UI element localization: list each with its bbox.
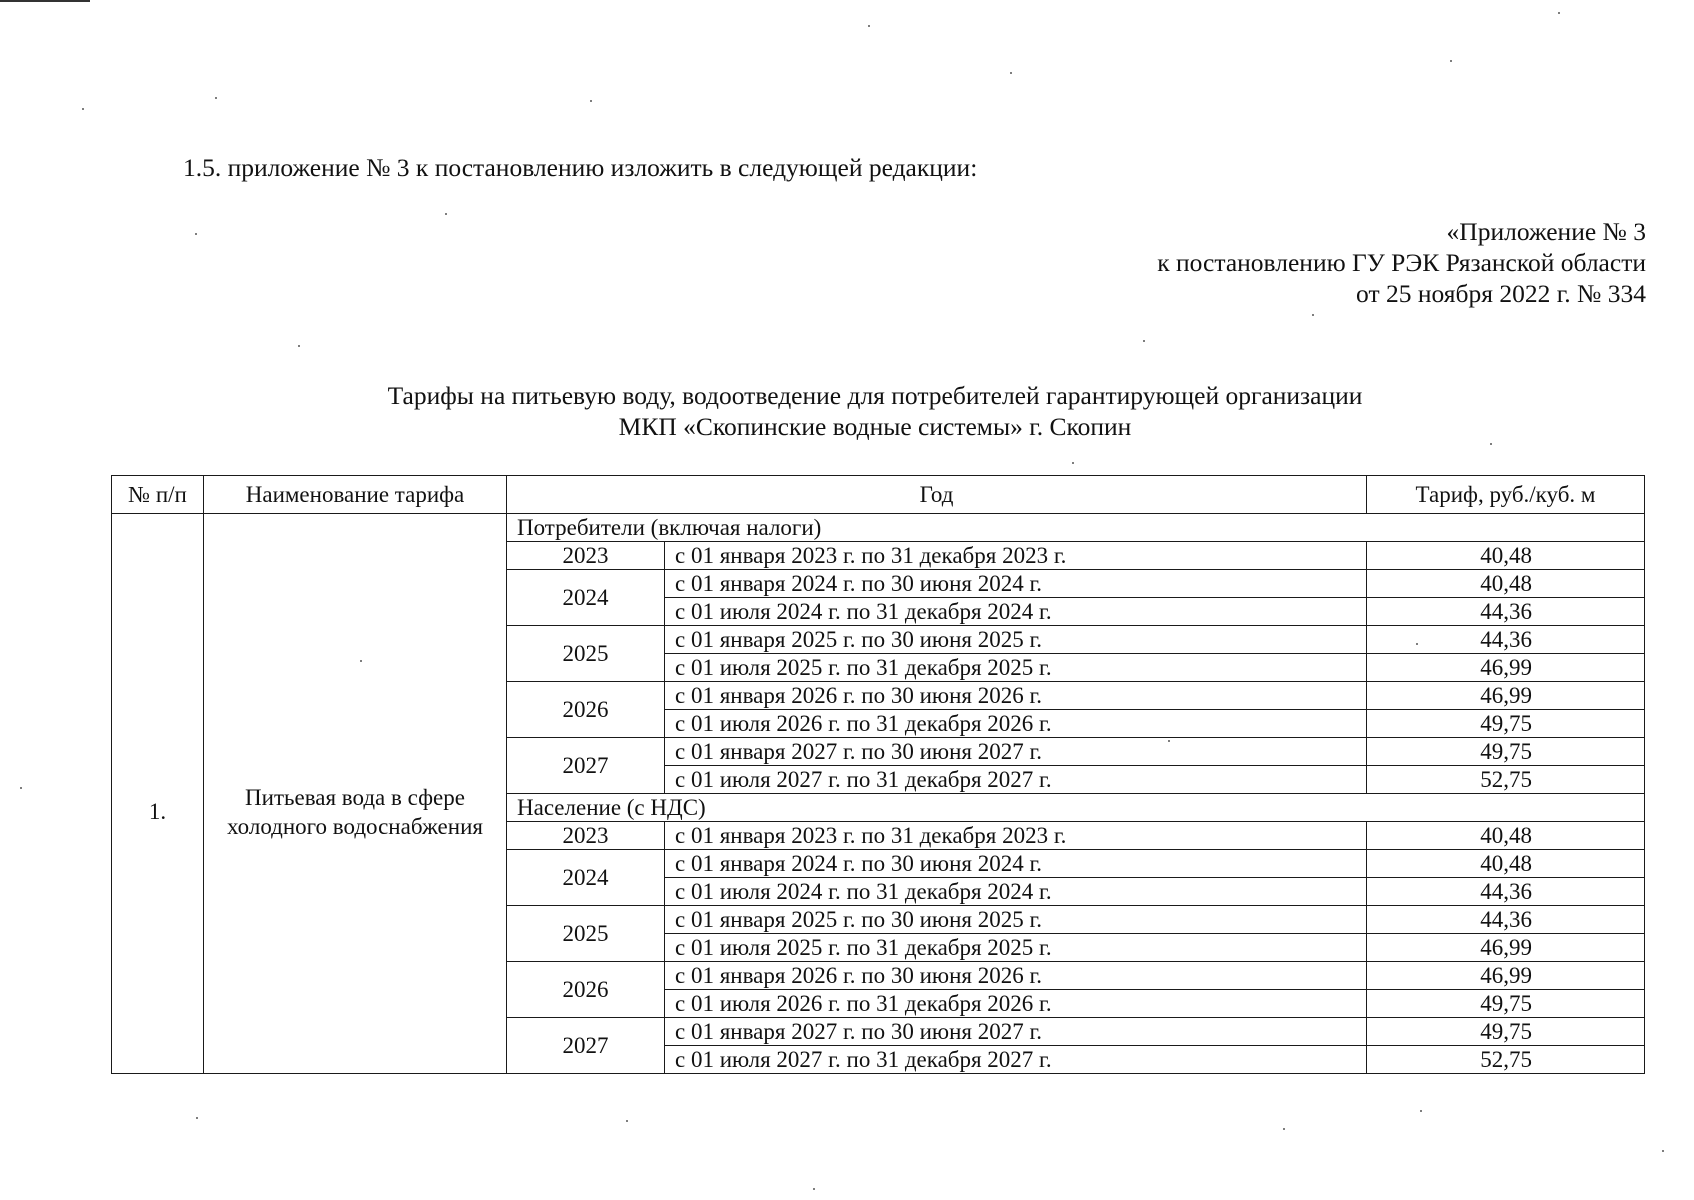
tariff-value-cell: 46,99: [1367, 934, 1645, 962]
appendix-line-1: «Приложение № 3: [1446, 217, 1646, 246]
year-cell: 2026: [507, 962, 665, 1018]
period-cell: с 01 января 2023 г. по 31 декабря 2023 г.: [665, 822, 1367, 850]
period-cell: с 01 января 2026 г. по 30 июня 2026 г.: [665, 962, 1367, 990]
tariff-value-cell: 40,48: [1367, 822, 1645, 850]
tariff-value-cell: 49,75: [1367, 1018, 1645, 1046]
group-label: Население (с НДС): [507, 794, 1645, 822]
period-cell: с 01 января 2025 г. по 30 июня 2025 г.: [665, 626, 1367, 654]
year-cell: 2024: [507, 570, 665, 626]
group-header-row: [112, 514, 1645, 542]
tariff-value-cell: 44,36: [1367, 626, 1645, 654]
header-name: Наименование тарифа: [204, 476, 507, 514]
year-cell: 2027: [507, 738, 665, 794]
appendix-reference: [1157, 216, 1646, 309]
year-cell: 2025: [507, 626, 665, 682]
header-num: № п/п: [112, 476, 204, 514]
period-cell: с 01 июля 2024 г. по 31 декабря 2024 г.: [665, 878, 1367, 906]
document-title: [0, 380, 1694, 442]
header-year: Год: [507, 476, 1367, 514]
year-cell: 2025: [507, 906, 665, 962]
tariff-value-cell: 44,36: [1367, 878, 1645, 906]
tariff-value-cell: 44,36: [1367, 598, 1645, 626]
tariff-value-cell: 40,48: [1367, 850, 1645, 878]
title-line-2: МКП «Скопинские водные системы» г. Скопин: [618, 412, 1132, 441]
tariff-value-cell: 49,75: [1367, 738, 1645, 766]
tariff-value-cell: 40,48: [1367, 570, 1645, 598]
appendix-line-3: от 25 ноября 2022 г. № 334: [1356, 279, 1646, 308]
period-cell: с 01 января 2024 г. по 30 июня 2024 г.: [665, 850, 1367, 878]
tariff-value-cell: 44,36: [1367, 906, 1645, 934]
period-cell: с 01 июля 2025 г. по 31 декабря 2025 г.: [665, 934, 1367, 962]
table-body: [112, 514, 1645, 1074]
period-cell: с 01 января 2027 г. по 30 июня 2027 г.: [665, 738, 1367, 766]
appendix-line-2: к постановлению ГУ РЭК Рязанской области: [1157, 248, 1646, 277]
scan-edge-line: [0, 0, 90, 2]
period-cell: с 01 июля 2026 г. по 31 декабря 2026 г.: [665, 990, 1367, 1018]
tariff-name: Питьевая вода в сфере холодного водоснабжения: [204, 514, 507, 1074]
tariff-value-cell: 52,75: [1367, 766, 1645, 794]
year-cell: 2026: [507, 682, 665, 738]
group-label: Потребители (включая налоги): [507, 514, 1645, 542]
year-cell: 2023: [507, 542, 665, 570]
year-cell: 2027: [507, 1018, 665, 1074]
period-cell: с 01 июля 2027 г. по 31 декабря 2027 г.: [665, 766, 1367, 794]
tariff-value-cell: 49,75: [1367, 990, 1645, 1018]
period-cell: с 01 июля 2026 г. по 31 декабря 2026 г.: [665, 710, 1367, 738]
period-cell: с 01 июля 2024 г. по 31 декабря 2024 г.: [665, 598, 1367, 626]
row-number: 1.: [112, 514, 204, 1074]
period-cell: с 01 января 2025 г. по 30 июня 2025 г.: [665, 906, 1367, 934]
period-cell: с 01 января 2024 г. по 30 июня 2024 г.: [665, 570, 1367, 598]
header-tariff: Тариф, руб./куб. м: [1367, 476, 1645, 514]
period-cell: с 01 января 2023 г. по 31 декабря 2023 г.: [665, 542, 1367, 570]
period-cell: с 01 июля 2027 г. по 31 декабря 2027 г.: [665, 1046, 1367, 1074]
tariff-value-cell: 52,75: [1367, 1046, 1645, 1074]
tariff-value-cell: 46,99: [1367, 654, 1645, 682]
intro-paragraph: 1.5. приложение № 3 к постановлению изложить в следующей редакции:: [183, 153, 978, 182]
period-cell: с 01 января 2027 г. по 30 июня 2027 г.: [665, 1018, 1367, 1046]
period-cell: с 01 января 2026 г. по 30 июня 2026 г.: [665, 682, 1367, 710]
period-cell: с 01 июля 2025 г. по 31 декабря 2025 г.: [665, 654, 1367, 682]
year-cell: 2023: [507, 822, 665, 850]
tariff-value-cell: 49,75: [1367, 710, 1645, 738]
tariff-value-cell: 46,99: [1367, 682, 1645, 710]
table-header-row: [112, 476, 1645, 514]
year-cell: 2024: [507, 850, 665, 906]
tariff-table: [111, 475, 1645, 1074]
tariff-value-cell: 46,99: [1367, 962, 1645, 990]
tariff-value-cell: 40,48: [1367, 542, 1645, 570]
title-line-1: Тарифы на питьевую воду, водоотведение для потребителей гарантирующей организации: [387, 381, 1363, 410]
